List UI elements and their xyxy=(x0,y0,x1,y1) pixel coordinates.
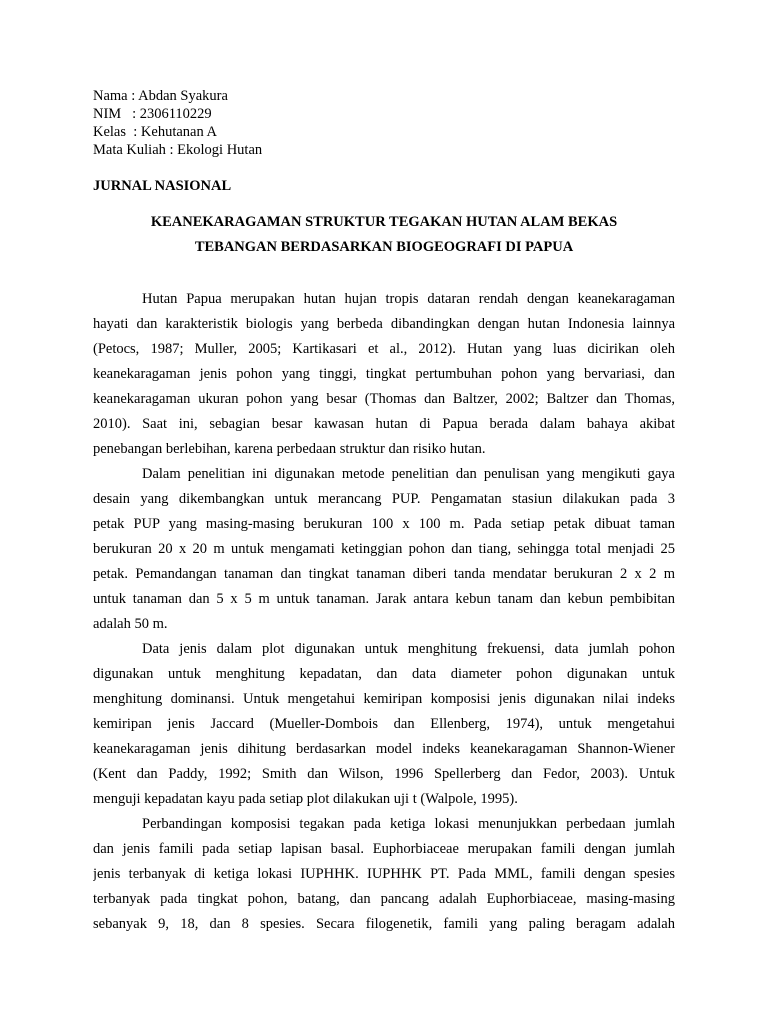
text-line: 2010). Saat ini, sebagian besar kawasan hutan di Papua berada dalam bahaya akibat xyxy=(93,416,675,432)
text-line: petak. Pemandangan tanaman dan tingkat tanaman diberi tanda mendatar berukuran 2 x 2 m xyxy=(93,566,675,582)
title-line: KEANEKARAGAMAN STRUKTUR TEGAKAN HUTAN ALAM BEKAS xyxy=(150,214,618,230)
text-line: hayati dan karakteristik biologis yang berbeda dibandingkan dengan hutan Indonesia lainnya xyxy=(93,316,675,332)
student-nim: NIM : 2306110229 xyxy=(93,106,212,122)
text-line: jenis terbanyak di ketiga lokasi IUPHHK. IUPHHK PT. Pada MML, famili dengan spesies xyxy=(93,866,675,882)
paragraph xyxy=(93,637,675,812)
text-line: desain yang dikembangkan untuk merancang PUP. Pengamatan stasiun dilakukan pada 3 xyxy=(93,491,675,507)
text-line: untuk tanaman dan 5 x 5 m untuk tanaman. Jarak antara kebun tanam dan kebun pembibitan xyxy=(93,591,675,607)
paragraph xyxy=(93,462,675,637)
text-line: terbanyak pada tingkat pohon, batang, dan pancang adalah Euphorbiaceae, masing-masing xyxy=(93,891,675,907)
text-line: sebanyak 9, 18, dan 8 spesies. Secara filogenetik, famili yang paling beragam adalah xyxy=(93,916,675,932)
student-class: Kelas : Kehutanan A xyxy=(93,124,218,140)
text-line: Hutan Papua merupakan hutan hujan tropis dataran rendah dengan keanekaragaman xyxy=(142,291,675,307)
text-line: menghitung dominansi. Untuk mengetahui kemiripan komposisi jenis digunakan nilai indeks xyxy=(93,691,675,707)
text-line: keanekaragaman jenis dihitung berdasarkan model indeks keanekaragaman Shannon-Wiener xyxy=(93,741,675,757)
text-line: keanekaragaman ukuran pohon yang besar (Thomas dan Baltzer, 2002; Baltzer dan Thomas, xyxy=(93,391,675,407)
text-line: dan jenis famili pada setiap lapisan basal. Euphorbiaceae merupakan famili dengan jumlah xyxy=(93,841,675,857)
paragraph xyxy=(93,287,675,462)
text-line: adalah 50 m. xyxy=(93,616,168,632)
student-info xyxy=(93,87,262,159)
article-title xyxy=(93,210,675,260)
text-line: (Kent dan Paddy, 1992; Smith dan Wilson, 1996 Spellerberg dan Fedor, 2003). Untuk xyxy=(93,766,675,782)
course-name: Mata Kuliah : Ekologi Hutan xyxy=(93,142,263,158)
text-line: menguji kepadatan kayu pada setiap plot dilakukan uji t (Walpole, 1995). xyxy=(93,791,518,807)
section-label: JURNAL NASIONAL xyxy=(93,178,232,194)
text-line: keanekaragaman jenis pohon yang tinggi, tingkat pertumbuhan pohon yang bervariasi, dan xyxy=(93,366,675,382)
text-line: Dalam penelitian ini digunakan metode penelitian dan penulisan yang mengikuti gaya xyxy=(142,466,675,482)
text-line: petak PUP yang masing-masing berukuran 100 x 100 m. Pada setiap petak dibuat taman xyxy=(93,516,675,532)
text-line: penebangan berlebihan, karena perbedaan struktur dan risiko hutan. xyxy=(93,441,486,457)
student-name: Nama : Abdan Syakura xyxy=(93,88,228,104)
text-line: Perbandingan komposisi tegakan pada ketiga lokasi menunjukkan perbedaan jumlah xyxy=(142,816,675,832)
text-line: Data jenis dalam plot digunakan untuk menghitung frekuensi, data jumlah pohon xyxy=(142,641,675,657)
text-line: digunakan untuk menghitung kepadatan, dan data diameter pohon digunakan untuk xyxy=(93,666,675,682)
article-body xyxy=(93,287,675,937)
text-line: kemiripan jenis Jaccard (Mueller-Dombois dan Ellenberg, 1974), untuk mengetahui xyxy=(93,716,675,732)
title-line: TEBANGAN BERDASARKAN BIOGEOGRAFI DI PAPUA xyxy=(194,239,574,255)
text-line: berukuran 20 x 20 m untuk mengamati ketinggian pohon dan tiang, sehingga total menjadi 25 xyxy=(93,541,675,557)
paragraph xyxy=(93,812,675,937)
text-line: (Petocs, 1987; Muller, 2005; Kartikasari et al., 2012). Hutan yang luas dicirikan oleh xyxy=(93,341,675,357)
